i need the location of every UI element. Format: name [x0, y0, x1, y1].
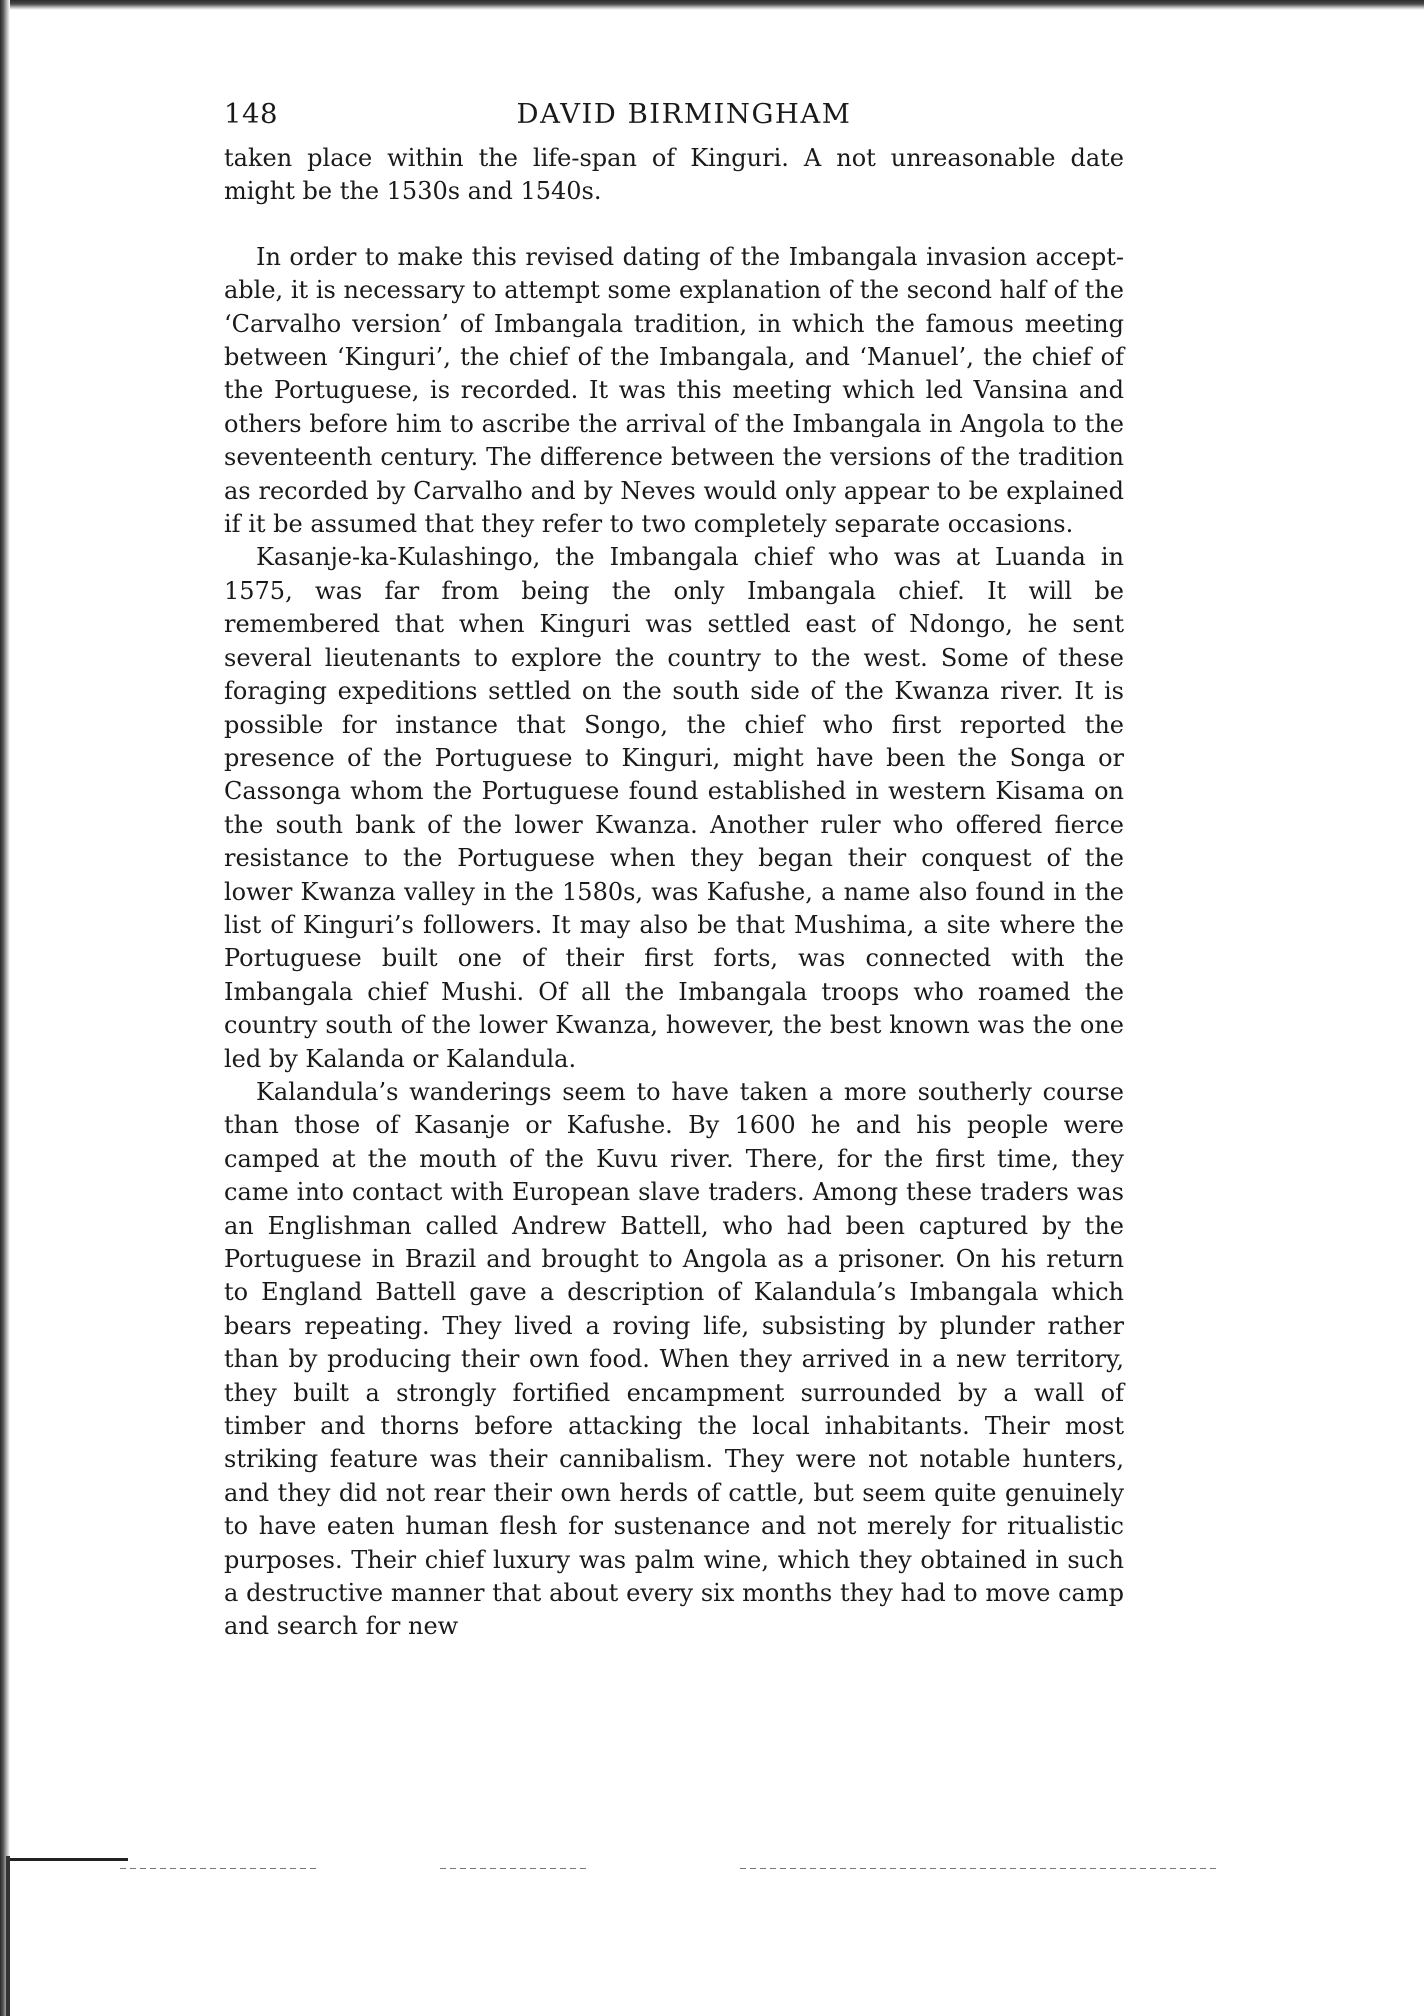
scan-binding-edge [6, 1856, 10, 2016]
page-number: 148 [224, 98, 278, 130]
paragraph: Kalandula’s wanderings seem to have taken a more southerly course than those of Kasanje or Kafushe. By 1600 he and his people were camped at the mouth of the Kuvu river. There, for the first time, they came into contact with European slave traders. Among these traders was an Englishman called Andrew Battell, who had been captured by the Portuguese in Brazil and brought to Angola as a prisoner. On his return to England Battell gave a description of Kalandula’s Imbangala which bears repeating. They lived a roving life, subsisting by plunder rather than by producing their own food. When they arrived in a new territory, they built a strongly fortified encampment surrounded by a wall of timber and thorns before attacking the local inhabitants. Their most striking feature was their cannibalism. They were not notable hunters, and they did not rear their own herds of cattle, but seem quite genuinely to have eaten human flesh for sustenance and not merely for ritualistic purposes. Their chief luxury was palm wine, which they obtained in such a destructive manner that about every six months they had to move camp and search for new [224, 1077, 1124, 1641]
body-text [224, 142, 1124, 1644]
scan-faint-rule [740, 1868, 1220, 1869]
scan-left-edge [0, 0, 10, 2016]
book-page [224, 98, 1124, 1644]
scan-top-edge [0, 0, 1424, 10]
running-title: DAVID BIRMINGHAM [516, 98, 852, 130]
scan-faint-rule [120, 1868, 320, 1869]
scan-corner-mark [8, 1858, 128, 1861]
scan-faint-rule [440, 1868, 590, 1869]
running-head [224, 98, 1124, 142]
paragraph: Kasanje-ka-Kulashingo, the Imbangala chief who was at Luanda in 1575, was far from being the only Imbangala chief. It will be remembered that when Kinguri was settled east of Ndongo, he sent several lieutenants to explore the country to the west. Some of these foraging expeditions settled on the south side of the Kwanza river. It is possible for instance that Songo, the chief who first reported the presence of the Portuguese to Kinguri, might have been the Songa or Cassonga whom the Portuguese found established in western Kisama on the south bank of the lower Kwanza. Another ruler who offered fierce resistance to the Portuguese when they began their conquest of the lower Kwanza valley in the 1580s, was Kafushe, a name also found in the list of Kinguri’s followers. It may also be that Mushima, a site where the Portuguese built one of their first forts, was connected with the Imbangala chief Mushi. Of all the Imbangala troops who roamed the country south of the lower Kwanza, however, the best known was the one led by Kalanda or Kalandula. [224, 543, 1124, 1073]
paragraph-continued: taken place within the life-span of Kinguri. A not unreasonable date might be the 1530s and 1540s. [224, 144, 1124, 206]
paragraph: In order to make this revised dating of the Imbangala invasion acceptable, it is necessary to attempt some explanation of the second half of the ‘Carvalho version’ of Imbangala tradition, in which the famous meeting between ‘Kinguri’, the chief of the Imbangala, and ‘Manuel’, the chief of the Portuguese, is recorded. It was this meeting which led Vansina and others before him to ascribe the arrival of the Imbangala in Angola to the seventeenth century. The difference between the versions of the tradition as recorded by Carvalho and by Neves would only appear to be explained if it be assumed that they refer to two completely separate occasions. [224, 242, 1124, 539]
